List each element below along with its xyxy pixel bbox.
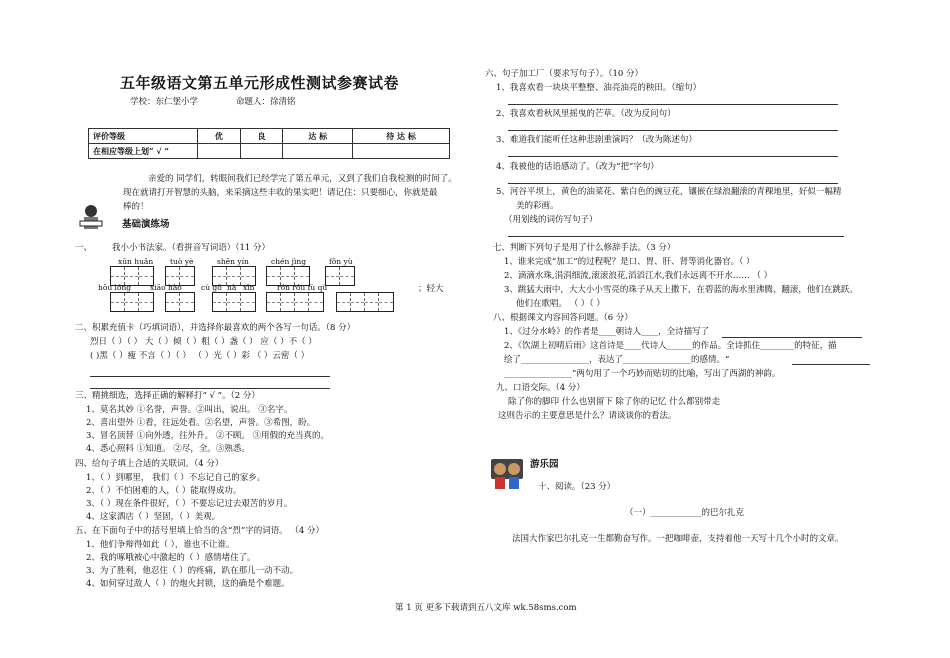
student-reading-icon bbox=[76, 203, 106, 233]
pinyin-7: xiāo hào bbox=[150, 283, 182, 292]
q7-item[interactable]: 2、滴滴水珠,涓涓细流,滚滚浪花,滔滔江水,我们永远离不开水…… （ ） bbox=[504, 271, 773, 281]
q8-item[interactable]: 2、《饮湖上初晴后雨》这首诗是____代诗人______的作品。全诗抓住________的特征，描 bbox=[504, 341, 837, 351]
q8-item[interactable]: 绘了________________，表达了________________的感情。“ bbox=[504, 355, 730, 365]
q8-title: 八、根据课文内容回答问题。（6 分） bbox=[493, 313, 633, 323]
q7-item[interactable]: 他们在歌唱。 （ ）（ ） bbox=[516, 299, 605, 309]
q5-item[interactable]: 1、他们争辩得如此（ ），谁也不让谁。 bbox=[86, 540, 235, 550]
q4-item[interactable]: 2、（ ）不怕困难的人，（ ）能取得成功。 bbox=[86, 486, 242, 496]
q4-item[interactable]: 1、（ ）到哪里， 我们（ ）不忘记自己的家乡。 bbox=[86, 473, 266, 483]
q9-title: 九、口语交际。（4 分） bbox=[496, 383, 585, 393]
pinyin-4: chén jìng bbox=[271, 257, 307, 266]
q2-title: 二、积累充值卡（巧填词语），并选择你最喜欢的两个各写一句话。（8 分） bbox=[75, 323, 356, 333]
answer-line[interactable] bbox=[508, 156, 838, 157]
q10-passage: 法国大作家巴尔扎克一生都勤奋写作。一把咖啡壶，支持着他一天写十几个小时的文章。 bbox=[512, 534, 844, 544]
q5-item[interactable]: 2、我的啄哦被心中激起的（ ）感情堵住了。 bbox=[86, 553, 256, 563]
page-footer: 第 1 页 更多下载请到五八文库 wk.58sms.com bbox=[395, 603, 577, 613]
writing-grid[interactable] bbox=[336, 292, 394, 312]
eval-grade-pending[interactable]: 待 达 标 bbox=[353, 129, 450, 144]
answer-line[interactable] bbox=[90, 376, 330, 377]
eval-instruction: 在相应等级上划“ √ ” bbox=[89, 144, 198, 159]
q1-number: 一、 bbox=[75, 243, 93, 253]
q3-item[interactable]: 2、喜出望外 ①看，往远处看。②名望，声誉。③希图，盼。 bbox=[86, 418, 316, 428]
q2-line[interactable]: 烈日（ ）（ ） 大（ ）倾（ ）粗（ ）盏（ ） 应（ ）不（ ） bbox=[90, 337, 317, 347]
q4-title: 四、给句子填上合适的关联词。（4 分） bbox=[75, 459, 224, 469]
section-title-basics: 基础演练场 bbox=[122, 219, 170, 230]
q4-item[interactable]: 4、这家酒店（ ）坚固，（ ）美观。 bbox=[86, 512, 221, 522]
intro-line: 现在就请打开智慧的头脑，来采摘这些丰收的果实吧！请记住：只要细心，你就是最 bbox=[123, 188, 438, 198]
evaluation-table bbox=[88, 128, 450, 159]
intro-line: 棒的！ bbox=[123, 202, 149, 212]
pinyin-5: fǒn yù bbox=[329, 257, 353, 266]
section-title-playground: 游乐园 bbox=[530, 459, 559, 470]
author-label: 命题人：徐清铭 bbox=[236, 97, 296, 107]
q7-item[interactable]: 3、跳猛大雨中，大大小小雪亮的珠子从天上撒下，在碧蓝的海水里沸腾、翻滚，他们在跳跃。 bbox=[504, 285, 858, 295]
q3-item[interactable]: 1、莫名其妙 ①名誉，声誉。②叫出，说出。 ③名字。 bbox=[86, 405, 293, 415]
q5-item[interactable]: 4、如何穿过敌人（ ）的炮火封锁，这的确是个难题。 bbox=[86, 579, 290, 589]
q7-title: 七、判断下列句子是用了什么修辞手法。（3 分） bbox=[493, 243, 676, 253]
eval-cell[interactable] bbox=[240, 144, 283, 159]
writing-grid[interactable] bbox=[110, 292, 154, 312]
q6-item: 4、我被他的话语感动了。（改为“把”字句） bbox=[496, 162, 659, 172]
pinyin-3: shēn yín bbox=[217, 257, 249, 266]
q1-tail: ；轻大 bbox=[418, 284, 444, 294]
pinyin-2: tuò yè bbox=[170, 257, 194, 266]
writing-grid[interactable] bbox=[325, 266, 355, 286]
answer-line[interactable] bbox=[508, 130, 838, 131]
q6-item: 美的彩画。 bbox=[516, 201, 559, 211]
q6-item: 1、我喜欢看一块块平整整、油亮油亮的秧田。（缩句） bbox=[496, 83, 702, 93]
q3-item[interactable]: 3、冒名顶替 ①向外透，往外升。 ②不顾。 ③用假的充当真的。 bbox=[86, 431, 330, 441]
q2-line[interactable]: ( )黑（ ）瘦 不言（ ）（ ） （ ）光（ ）彩 （ ）云密（ ） bbox=[90, 351, 310, 361]
q4-item[interactable]: 3、（ ）现在条件很好，（ ）不要忘记过去艰苦的岁月。 bbox=[86, 499, 293, 509]
q3-item[interactable]: 4、悉心照料 ①知道。 ②尽，全。③熟悉。 bbox=[86, 444, 250, 454]
intro-line: 亲爱的 同学们，转眼间我们已经学完了第五单元，又到了我们自我检测的时间了。 bbox=[148, 174, 457, 184]
answer-line[interactable] bbox=[722, 337, 862, 338]
q8-item[interactable]: ________________”两句用了一个巧妙而贴切的比喻，写出了西湖的神韵。 bbox=[504, 369, 781, 379]
pinyin-6: hōu lóng bbox=[98, 283, 132, 292]
q7-item[interactable]: 1、谁来完成“加工”的过程呢？是口、胃、肝、肾等消化器官。（ ） bbox=[504, 257, 755, 267]
eval-grade-excellent[interactable]: 优 bbox=[198, 129, 241, 144]
pinyin-9: nà bbox=[227, 283, 237, 292]
q8-item[interactable]: 1、《过分水岭》的作者是____朝诗人____，全诗描写了 bbox=[504, 327, 710, 337]
q1-title: 我小小书法家。（看拼音写词语）（11 分） bbox=[112, 243, 271, 253]
q6-item: 3、难道我们能听任这种悲剧重演吗？（改为陈述句） bbox=[496, 135, 697, 145]
answer-line[interactable] bbox=[90, 388, 330, 389]
pinyin-8: cù gǒ bbox=[201, 283, 222, 292]
eval-header: 评价等级 bbox=[89, 129, 198, 144]
page-title: 五年级语文第五单元形成性测试参赛试卷 bbox=[120, 74, 400, 92]
q6-item: 5、河谷平坝上，黄色的油菜花、紫白色的豌豆花，镶嵌在绿浪翻滚的青稞地里，好似一幅精 bbox=[496, 187, 842, 197]
eval-cell[interactable] bbox=[198, 144, 241, 159]
q5-item[interactable]: 3、为了胜利，他忍住（ ）的疼痛，趴在那儿一动不动。 bbox=[86, 566, 299, 576]
q9-notice: 除了你的脚印 什么也别留下 除了你的记忆 什么都别带走 bbox=[508, 397, 721, 407]
eval-grade-good[interactable]: 良 bbox=[240, 129, 283, 144]
writing-grid[interactable] bbox=[266, 292, 324, 312]
q10-title: 十、阅读。（23 分） bbox=[538, 482, 616, 492]
q6-title: 六、句子加工厂（要求写句子）。（10 分） bbox=[485, 69, 644, 79]
q5-title: 五、在下面句子中的括号里填上恰当的含“烈”字的词语。 （4 分） bbox=[75, 526, 325, 536]
eval-cell[interactable] bbox=[353, 144, 450, 159]
kids-playing-icon bbox=[487, 455, 527, 491]
pinyin-10: xīn bbox=[243, 283, 255, 292]
answer-line[interactable] bbox=[508, 236, 844, 237]
q3-title: 三、精挑细选，选择正确的解释打“ √ ”。（2 分） bbox=[75, 391, 260, 401]
school-label: 学校：东仁堡小学 bbox=[130, 97, 199, 107]
answer-line[interactable] bbox=[792, 364, 870, 365]
answer-line[interactable] bbox=[508, 104, 838, 105]
eval-grade-pass[interactable]: 达 标 bbox=[283, 129, 353, 144]
q6-item: 2、我喜欢看秋风里摇曳的芒草。（改为反问句） bbox=[496, 109, 676, 119]
eval-cell[interactable] bbox=[283, 144, 353, 159]
q9-question: 这则告示的主要意思是什么？请谈谈你的看法。 bbox=[498, 411, 677, 421]
writing-grid[interactable] bbox=[212, 292, 256, 312]
writing-grid[interactable] bbox=[165, 292, 195, 312]
q10-subtitle: （一）____________的巴尔扎克 bbox=[625, 508, 745, 518]
q6-item: （用划线的词仿写句子） bbox=[504, 215, 598, 225]
answer-line[interactable] bbox=[508, 183, 838, 184]
pinyin-11: rón róu fù qù bbox=[277, 283, 328, 292]
pinyin-1: xūn huǎn bbox=[118, 257, 154, 266]
